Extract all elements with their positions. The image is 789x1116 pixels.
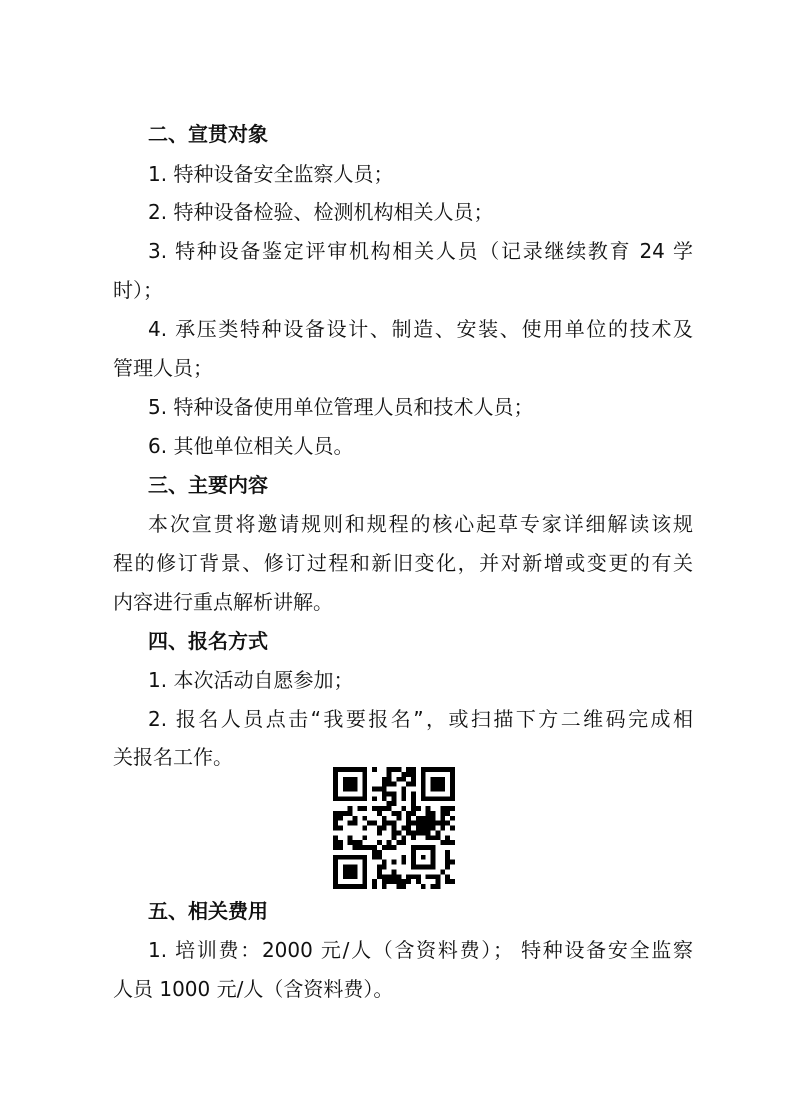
list-item-continuation: 时）； [113,278,163,302]
section-heading-registration: 四、报名方式 [148,629,268,653]
list-item-continuation: 人员 1000 元/人（含资料费）。 [113,977,394,1001]
section-heading-targets: 二、宣贯对象 [148,122,268,146]
list-item: 2. 特种设备检验、检测机构相关人员； [148,200,494,224]
list-item: 5. 特种设备使用单位管理人员和技术人员； [148,395,534,419]
section-heading-fees: 五、相关费用 [148,899,268,923]
list-item: 2. 报名人员点击“我要报名”，或扫描下方二维码完成相 [148,707,693,731]
qr-code-icon[interactable] [333,767,455,889]
list-item: 1. 特种设备安全监察人员； [148,162,394,186]
list-item: 1. 本次活动自愿参加； [148,668,354,692]
list-item: 4. 承压类特种设备设计、制造、安装、使用单位的技术及 [148,317,693,341]
list-item-continuation: 管理人员； [113,356,213,380]
list-item-continuation: 关报名工作。 [113,745,233,769]
paragraph-line: 本次宣贯将邀请规则和规程的核心起草专家详细解读该规 [148,512,693,536]
list-item: 1. 培训费：2000 元/人（含资料费）； 特种设备安全监察 [148,938,693,962]
list-item: 3. 特种设备鉴定评审机构相关人员（记录继续教育 24 学 [148,239,693,263]
paragraph-line: 内容进行重点解析讲解。 [113,590,333,614]
paragraph-line: 程的修订背景、修订过程和新旧变化，并对新增或变更的有关 [113,551,693,575]
section-heading-content: 三、主要内容 [148,473,268,497]
list-item: 6. 其他单位相关人员。 [148,434,354,458]
